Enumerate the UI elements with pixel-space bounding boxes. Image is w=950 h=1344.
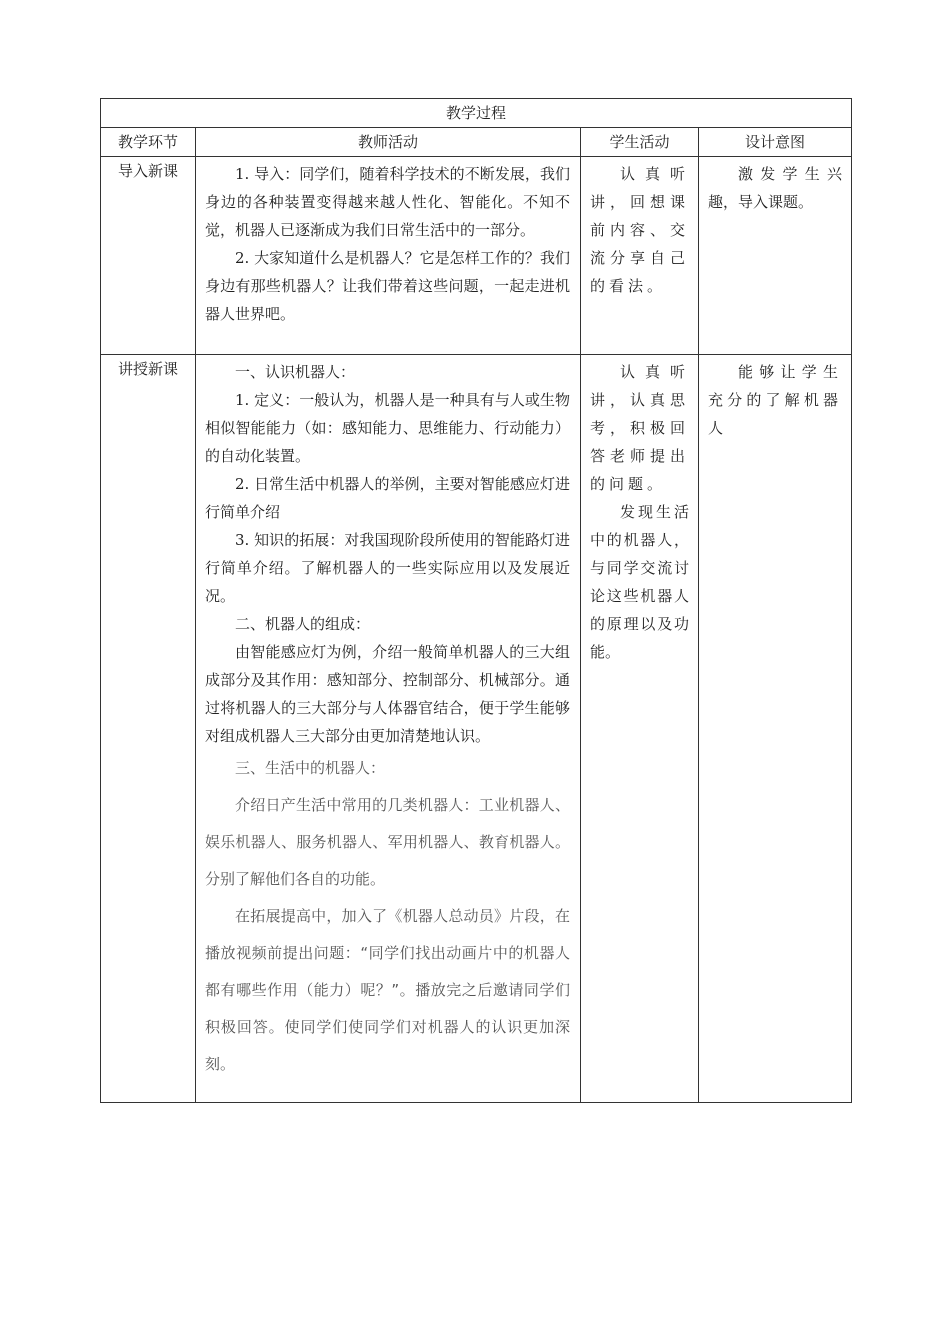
design-intent-cell (699, 355, 852, 1103)
design-intent-cell (699, 157, 852, 355)
stage-cell: 讲授新课 (101, 355, 196, 1103)
header-design-intent: 设计意图 (699, 128, 852, 157)
teacher-paragraph: 1. 导入：同学们，随着科学技术的不断发展，我们身边的各种装置变得越来越人性化、智能化。不知不觉，机器人已逐渐成为我们日常生活中的一部分。 (205, 165, 570, 239)
student-paragraph: 认真听讲，认真思考，积极回答老师提出的问题。 (590, 363, 689, 493)
teacher-paragraph: 由智能感应灯为例，介绍一般简单机器人的三大组成部分及其作用：感知部分、控制部分、机械部分。通过将机器人的三大部分与人体器官结合，便于学生能够对组成机器人三大部分由更加清楚地认识。 (205, 643, 570, 745)
student-activity-cell (581, 355, 699, 1103)
teacher-paragraph: 三、生活中的机器人： (235, 759, 386, 777)
intent-paragraph: 激发学生兴趣，导入课题。 (708, 165, 843, 211)
teacher-activity-cell (196, 157, 581, 355)
teacher-paragraph: 介绍日产生活中常用的几类机器人：工业机器人、娱乐机器人、服务机器人、军用机器人、教育机器人。分别了解他们各自的功能。 (205, 796, 570, 888)
teacher-paragraph: 二、机器人的组成： (235, 615, 371, 633)
header-teacher-activity: 教师活动 (196, 128, 581, 157)
teacher-paragraph: 一、认识机器人： (235, 363, 356, 381)
header-student-activity: 学生活动 (581, 128, 699, 157)
teacher-paragraph: 2. 日常生活中机器人的举例，主要对智能感应灯进行简单介绍 (205, 475, 570, 521)
intent-paragraph: 能够让学生充分的了解机器人 (708, 363, 843, 437)
teaching-process-table (100, 98, 852, 1103)
teacher-paragraph: 在拓展提高中，加入了《机器人总动员》片段，在播放视频前提出问题：“同学们找出动画片中的机器人都有哪些作用（能力）呢？”。播放完之后邀请同学们积极回答。使同学们使同学们对机器人的认识更加深刻。 (205, 907, 570, 1073)
teacher-activity-cell (196, 355, 581, 1103)
teacher-paragraph: 3. 知识的拓展：对我国现阶段所使用的智能路灯进行简单介绍。了解机器人的一些实际应用以及发展近况。 (205, 531, 570, 605)
table-row (101, 157, 852, 355)
student-paragraph: 发现生活中的机器人，与同学交流讨论这些机器人的原理以及功能。 (590, 503, 689, 661)
student-paragraph: 认真听讲，回想课前内容、交流分享自己的看法。 (590, 165, 689, 295)
teacher-paragraph: 1. 定义：一般认为，机器人是一种具有与人或生物相似智能能力（如：感知能力、思维能力、行动能力）的自动化装置。 (205, 391, 570, 465)
table-title: 教学过程 (101, 99, 852, 128)
student-activity-cell (581, 157, 699, 355)
teacher-paragraph: 2. 大家知道什么是机器人？它是怎样工作的？我们身边有那些机器人？让我们带着这些问题，一起走进机器人世界吧。 (205, 249, 570, 323)
header-stage: 教学环节 (101, 128, 196, 157)
stage-cell: 导入新课 (101, 157, 196, 355)
table-row (101, 355, 852, 1103)
